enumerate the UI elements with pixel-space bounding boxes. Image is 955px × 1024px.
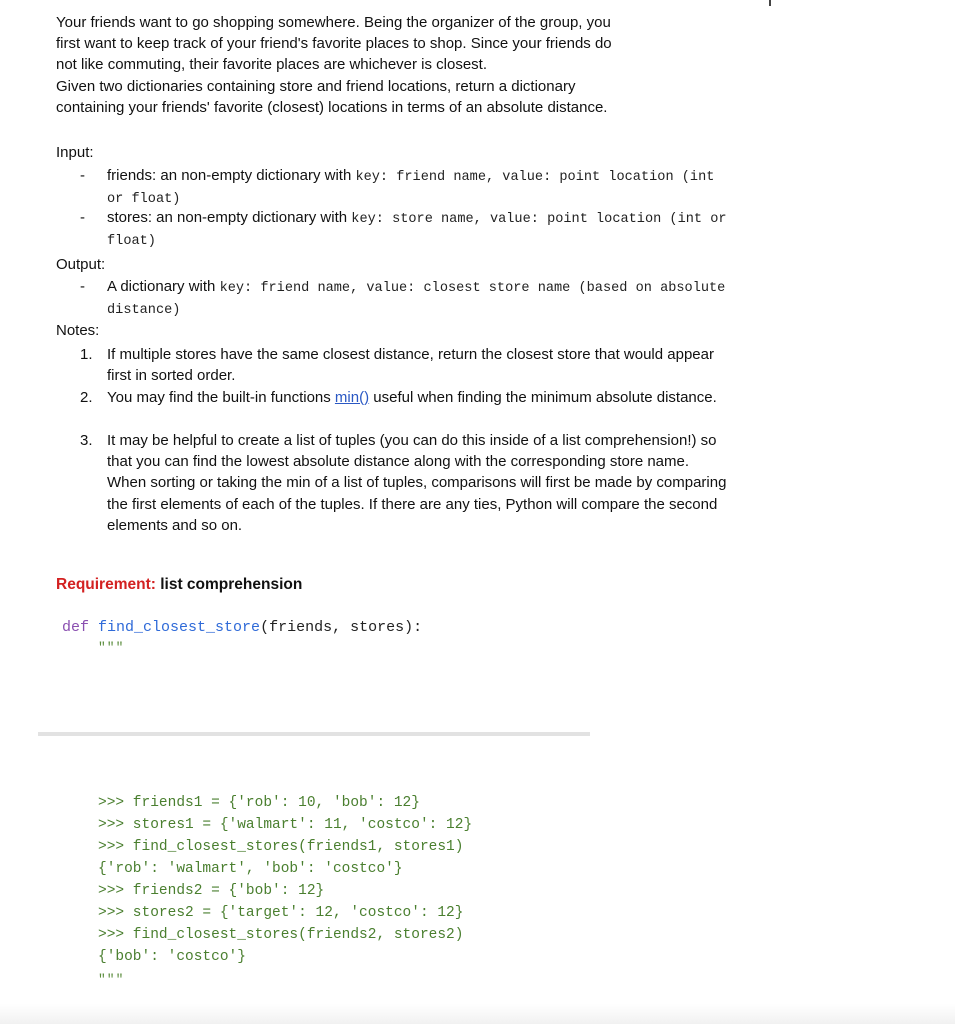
doctest-line: >>> stores2 = {'target': 12, 'costco': 12} (98, 905, 464, 921)
input-item-label: friends: an non-empty dictionary with (107, 167, 356, 184)
intro-line: Given two dictionaries containing store and friend locations, return a dictionary (56, 77, 576, 95)
section-divider (38, 732, 590, 736)
intro-line: Your friends want to go shopping somewhere. Being the organizer of the group, you (56, 14, 611, 31)
bullet-dash: - (80, 167, 85, 184)
doctest-line: >>> stores1 = {'walmart': 11, 'costco': 12} (98, 817, 473, 833)
requirement-text: list comprehension (155, 576, 303, 593)
intro-line: not like commuting, their favorite places are whichever is closest. (56, 56, 488, 74)
note-number: 3. (80, 432, 93, 449)
note-text: You may find the built-in functions (107, 389, 335, 406)
output-item (80, 277, 730, 321)
input-item-code: key: store name, value: point location (int or float) (107, 212, 727, 249)
input-item-friends (80, 166, 730, 210)
doctest-line: >>> find_closest_stores(friends2, stores2) (98, 927, 464, 943)
input-item-stores (80, 208, 730, 252)
note-number: 2. (80, 389, 93, 406)
doctest-line: >>> friends1 = {'rob': 10, 'bob': 12} (98, 795, 420, 811)
input-item-label: stores: an non-empty dictionary with (107, 209, 352, 226)
docstring-open: """ (98, 640, 125, 655)
note-item-2 (80, 387, 730, 408)
problem-description (56, 12, 746, 118)
note-text: It may be helpful to create a list of tuples (you can do this inside of a list comprehension!) so that you can find the lowest absolute distance along with the corresponding store name. When sorting or taking the min of a list of tuples, comparisons will first be made by comparing the first elements of each of the tuples. If there are any ties, Python will compare the second elements and so on. (107, 432, 727, 534)
doctest-line: >>> friends2 = {'bob': 12} (98, 883, 325, 899)
intro-line: first want to keep track of your friend's favorite places to shop. Since your friends do (56, 35, 612, 53)
output-item-code: key: friend name, value: closest store name (based on absolute distance) (107, 281, 726, 318)
function-params: (friends, stores): (260, 619, 423, 636)
intro-line: containing your friends' favorite (closest) locations in terms of an absolute distance. (56, 98, 608, 116)
output-heading: Output: (56, 256, 106, 273)
bullet-dash: - (80, 209, 85, 226)
bullet-dash: - (80, 278, 85, 295)
note-item-3 (80, 430, 730, 536)
function-definition (62, 619, 422, 636)
note-number: 1. (80, 346, 93, 363)
note-text: useful when finding the minimum absolute distance. (369, 389, 717, 406)
requirement-label: Requirement: (56, 576, 156, 593)
def-keyword: def (62, 619, 90, 636)
scroll-tick-mark (769, 0, 771, 6)
function-name: find_closest_store (98, 619, 261, 636)
doctest-line: >>> find_closest_stores(friends1, stores1) (98, 839, 464, 855)
note-item-1 (80, 344, 730, 386)
docstring-close: """ (98, 972, 125, 987)
notes-heading: Notes: (56, 322, 100, 339)
input-heading: Input: (56, 144, 94, 161)
note-text: If multiple stores have the same closest distance, return the closest store that would appear first in sorted order. (107, 346, 714, 385)
output-item-label: A dictionary with (107, 278, 220, 295)
min-function-link[interactable]: min() (334, 389, 370, 406)
bottom-edge (0, 1004, 955, 1024)
requirement-line (56, 576, 302, 594)
input-item-code: key: friend name, value: point location (int or float) (107, 170, 715, 207)
doctest-line: {'bob': 'costco'} (98, 949, 246, 965)
doctest-line: {'rob': 'walmart', 'bob': 'costco'} (98, 861, 403, 877)
